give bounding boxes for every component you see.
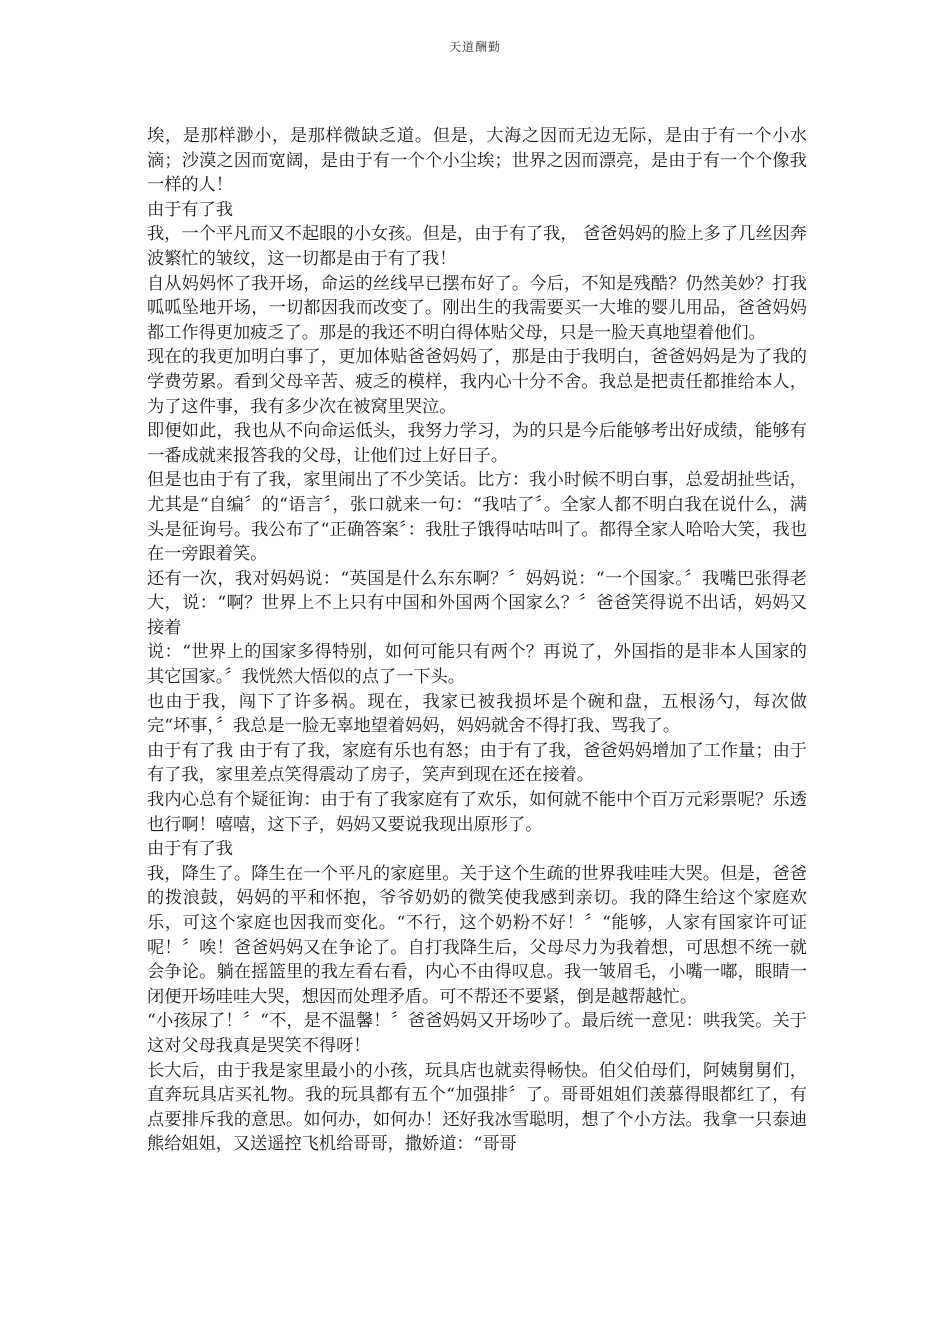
paragraph: 埃，是那样渺小，是那样微缺乏道。但是，大海之因而无边无际，是由于有一个小水滴；沙漠之因而宽阔，是由于有一个个小尘埃；世界之因而漂亮，是由于有一个个像我一样的人！ bbox=[147, 126, 807, 196]
paragraph: 现在的我更加明白事了，更加体贴爸爸妈妈了，那是由于我明白，爸爸妈妈是为了我的学费劳累。看到父母辛苦、疲乏的模样，我内心十分不舍。我总是把责任都推给本人，为了这件事，我有多少次在被窝里哭泣。 bbox=[147, 347, 807, 417]
paragraph: 长大后，由于我是家里最小的小孩，玩具店也就卖得畅快。伯父伯母们，阿姨舅舅们，直奔玩具店买礼物。我的玩具都有五个“加强排〞了。哥哥姐姐们羡慕得眼都红了，有点要排斥我的意思。如何办，如何办！还好我冰雪聪明，想了个小方法。我拿一只泰迪熊给姐姐，又送遥控飞机给哥哥，撒娇道：“哥哥 bbox=[147, 1060, 807, 1155]
paragraph: 自从妈妈怀了我开场，命运的丝线早已摆布好了。今后，不知是残酷？仍然美妙？打我呱呱坠地开场，一切都因我而改变了。刚出生的我需要买一大堆的婴儿用品，爸爸妈妈都工作得更加疲乏了。那是的我还不明白得体贴父母，只是一脸天真地望着他们。 bbox=[147, 273, 807, 343]
paragraph: 由于有了我 由于有了我，家庭有乐也有怒；由于有了我，爸爸妈妈增加了工作量；由于有了我，家里差点笑得震动了房子，笑声到现在还在接着。 bbox=[147, 740, 807, 786]
paragraph: 说：“世界上的国家多得特别，如何可能只有两个？再说了，外国指的是非本人国家的其它国家。〞我恍然大悟似的点了一下头。 bbox=[147, 642, 807, 688]
paragraph: 我内心总有个疑征询：由于有了我家庭有了欢乐，如何就不能中个百万元彩票呢？乐透也行啊！嘻嘻，这下子，妈妈又要说我现出原形了。 bbox=[147, 790, 807, 835]
paragraph: 但是也由于有了我，家里闹出了不少笑话。比方：我小时候不明白事，总爱胡扯些话，尤其是“自编〞的“语言〞，张口就来一句：“我咕了〞。全家人都不明白我在说什么，满头是征询号。我公布了“正确答案〞：我肚子饿得咕咕叫了。都得全家人哈哈大笑，我也在一旁跟着笑。 bbox=[147, 470, 807, 565]
page-header: 天道酬勤 bbox=[448, 40, 501, 54]
section-heading: 由于有了我 bbox=[147, 199, 233, 220]
paragraph: 我，降生了。降生在一个平凡的家庭里。关于这个生疏的世界我哇哇大哭。但是，爸爸的拨浪鼓，妈妈的平和怀抱，爷爷奶奶的微笑使我感到亲切。我的降生给这个家庭欢乐，可这个家庭也因我而变化。“不行，这个奶粉不好！〞“能够，人家有国家许可证呢！〞唉！爸爸妈妈又在争论了。自打我降生后，父母尽力为我着想，可思想不统一就会争论。躺在摇篮里的我左看右看，内心不由得叹息。我一皱眉毛，小嘴一嘟，眼睛一闭便开场哇哇大哭，想因而处理矛盾。可不帮还不要紧，倒是越帮越忙。 bbox=[147, 863, 807, 1007]
paragraph: “小孩尿了！〞“不，是不温馨！〞爸爸妈妈又开场吵了。最后统一意见：哄我笑。关于这对父母我真是哭笑不得呀！ bbox=[147, 1011, 807, 1056]
paragraph: 我，一个平凡而又不起眼的小女孩。但是，由于有了我， 爸爸妈妈的脸上多了几丝因奔波繁忙的皱纹，这一切都是由于有了我！ bbox=[147, 224, 807, 269]
paragraph: 还有一次，我对妈妈说：“英国是什么东东啊？〞妈妈说：“一个国家。〞我嘴巴张得老大，说：“啊？世界上不上只有中国和外国两个国家么？〞爸爸笑得说不出话，妈妈又接着 bbox=[147, 568, 807, 638]
section-heading: 由于有了我 bbox=[147, 839, 233, 860]
paragraph: 即便如此，我也从不向命运低头，我努力学习，为的只是今后能够考出好成绩，能够有一番成就来报答我的父母，让他们过上好日子。 bbox=[147, 421, 807, 466]
paragraph: 也由于我，闯下了许多祸。现在，我家已被我损坏是个碗和盘，五根汤勺，每次做完“坏事，〞我总是一脸无辜地望着妈妈，妈妈就舍不得打我、骂我了。 bbox=[147, 691, 807, 737]
document-body bbox=[147, 124, 807, 1157]
